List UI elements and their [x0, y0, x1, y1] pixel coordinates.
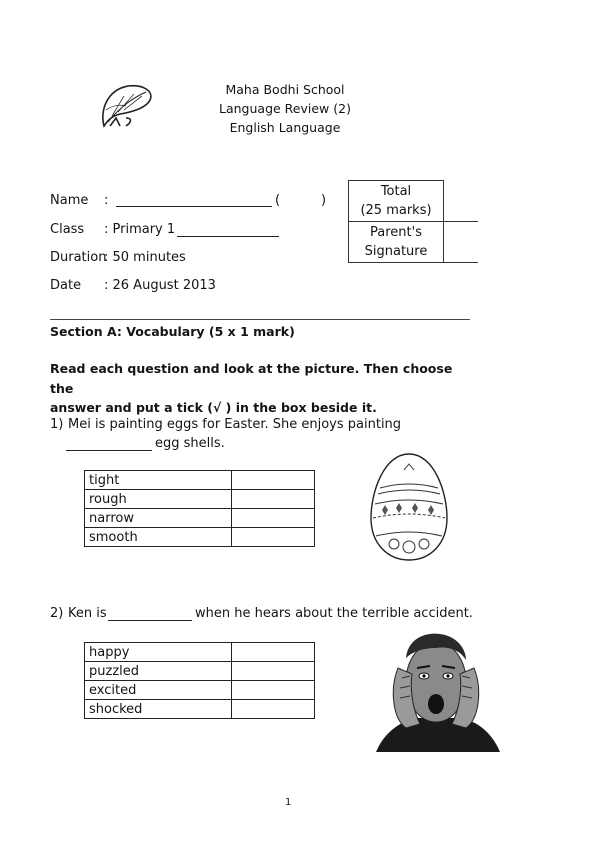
option-label: smooth [85, 528, 232, 547]
duration-value: : 50 minutes [104, 250, 186, 265]
name-blank[interactable] [116, 206, 272, 207]
option-row [85, 528, 315, 547]
tick-box[interactable] [232, 490, 315, 509]
question-1-number: 1) [50, 417, 64, 432]
option-label: shocked [85, 700, 232, 719]
question-2-number: 2) [50, 606, 64, 621]
tick-box[interactable] [232, 681, 315, 700]
class-value: : Primary 1 [104, 222, 176, 237]
section-instructions [50, 359, 480, 418]
name-label: Name [50, 193, 89, 208]
name-colon: : [104, 193, 109, 208]
section-title: Section A: Vocabulary (5 x 1 mark) [50, 324, 295, 339]
question-1-blank [66, 450, 152, 451]
question-2-blank [108, 620, 192, 621]
paper-title: Language Review (2) [219, 101, 351, 116]
option-row [85, 471, 315, 490]
score-box [348, 180, 478, 263]
option-label: puzzled [85, 662, 232, 681]
paper-subject: English Language [229, 120, 341, 135]
shocked-man-picture-icon [376, 628, 500, 752]
tick-box[interactable] [232, 509, 315, 528]
tick-box[interactable] [232, 643, 315, 662]
total-score-box[interactable] [444, 181, 479, 222]
option-label: excited [85, 681, 232, 700]
section-divider [50, 319, 470, 320]
date-value: : 26 August 2013 [104, 278, 216, 293]
tick-box[interactable] [232, 471, 315, 490]
total-cell [349, 181, 444, 222]
class-label: Class [50, 222, 85, 237]
tick-box[interactable] [232, 662, 315, 681]
question-1-options [84, 470, 315, 547]
option-row [85, 643, 315, 662]
option-row [85, 681, 315, 700]
date-label: Date [50, 278, 82, 293]
parent-signature-box[interactable] [444, 222, 479, 263]
option-row [85, 509, 315, 528]
page-number: 1 [285, 797, 292, 808]
tick-box[interactable] [232, 700, 315, 719]
easter-egg-picture-icon [368, 452, 450, 562]
question-2-text-end: when he hears about the terrible accident. [195, 606, 473, 621]
marks-label: (25 marks) [360, 203, 432, 218]
school-name: Maha Bodhi School [225, 82, 345, 97]
option-row [85, 490, 315, 509]
index-paren-close: ) [321, 193, 327, 208]
parent-cell [349, 222, 444, 263]
question-1-text: Mei is painting eggs for Easter. She enjoys painting [68, 417, 402, 432]
option-label: happy [85, 643, 232, 662]
question-2-options [84, 642, 315, 719]
option-label: narrow [85, 509, 232, 528]
duration-label: Duration [50, 250, 107, 265]
instruction-line-2: answer and put a tick (√ ) in the box beside it. [50, 400, 377, 415]
question-2-text-start: Ken is [68, 606, 107, 621]
instruction-line-1: Read each question and look at the picture. Then choose the [50, 361, 453, 396]
tick-box[interactable] [232, 528, 315, 547]
class-blank[interactable] [177, 236, 279, 237]
signature-label: Signature [364, 244, 428, 259]
bodhi-leaf-logo-icon [98, 82, 156, 130]
option-row [85, 700, 315, 719]
index-paren-open: ( [275, 193, 281, 208]
option-label: tight [85, 471, 232, 490]
parent-label: Parent's [370, 225, 422, 240]
question-1-text-end: egg shells. [155, 436, 225, 451]
option-row [85, 662, 315, 681]
option-label: rough [85, 490, 232, 509]
total-label: Total [380, 184, 412, 199]
